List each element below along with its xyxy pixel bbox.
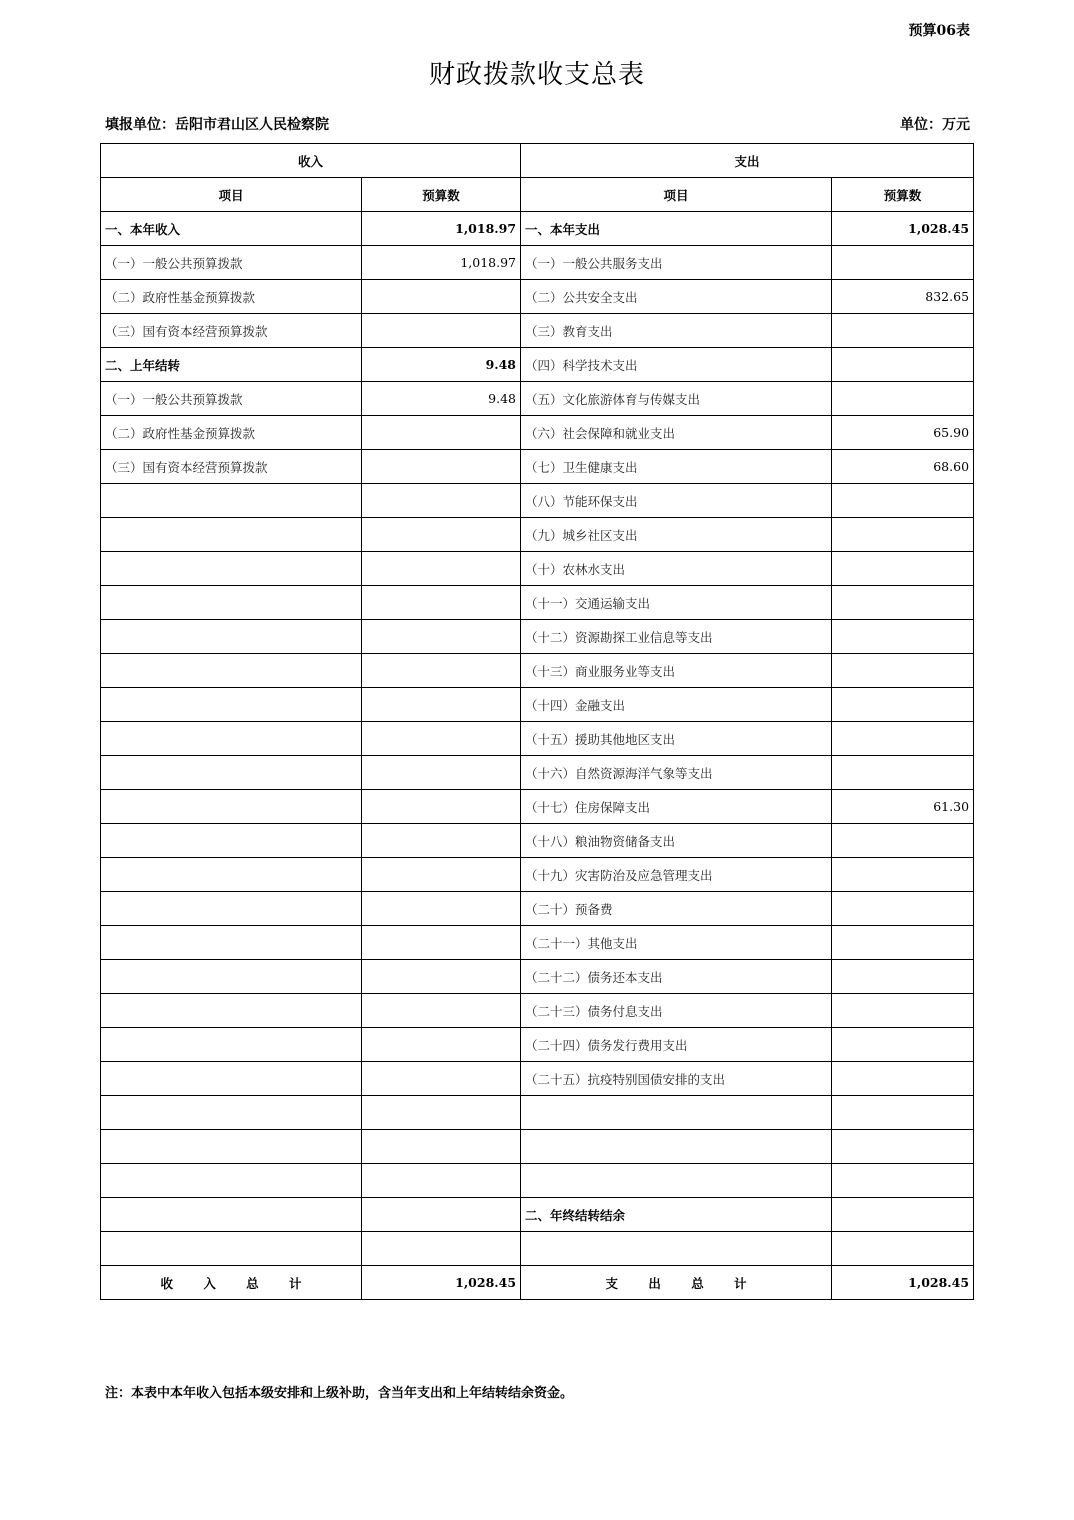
income-amount-cell: 9.48 — [362, 382, 521, 416]
header-row-columns — [101, 178, 974, 212]
table-row — [101, 858, 974, 892]
income-item-cell: （二）政府性基金预算拨款 — [101, 416, 362, 450]
expense-amount-cell — [832, 382, 974, 416]
table-row — [101, 484, 974, 518]
expense-item-cell: （二十五）抗疫特别国债安排的支出 — [521, 1062, 832, 1096]
expense-amount-cell — [832, 246, 974, 280]
table-row — [101, 280, 974, 314]
income-item-cell — [101, 790, 362, 824]
expense-amount-cell — [832, 722, 974, 756]
table-row — [101, 620, 974, 654]
expense-amount-cell: 1,028.45 — [832, 212, 974, 246]
budget-table — [100, 143, 974, 1300]
expense-item-cell: （五）文化旅游体育与传媒支出 — [521, 382, 832, 416]
income-item-cell: （三）国有资本经营预算拨款 — [101, 450, 362, 484]
expense-item-cell: （二十）预备费 — [521, 892, 832, 926]
expense-amount-cell: 68.60 — [832, 450, 974, 484]
expense-amount-cell: 65.90 — [832, 416, 974, 450]
expense-item-cell: （六）社会保障和就业支出 — [521, 416, 832, 450]
table-row — [101, 892, 974, 926]
expense-item-cell: （二十四）债务发行费用支出 — [521, 1028, 832, 1062]
income-amount-cell — [362, 1130, 521, 1164]
income-amount-cell — [362, 552, 521, 586]
expense-amount-cell — [832, 688, 974, 722]
income-item-cell — [101, 654, 362, 688]
table-row — [101, 926, 974, 960]
expense-amount-cell — [832, 926, 974, 960]
header-row-group — [101, 144, 974, 178]
income-amount-cell — [362, 1062, 521, 1096]
expense-item-cell: （十三）商业服务业等支出 — [521, 654, 832, 688]
page-title: 财政拨款收支总表 — [428, 60, 645, 90]
income-amount-cell — [362, 1096, 521, 1130]
table-row — [101, 382, 974, 416]
expense-amount-cell — [832, 1028, 974, 1062]
expense-item-header: 项目 — [521, 178, 832, 212]
expense-item-cell: （九）城乡社区支出 — [521, 518, 832, 552]
income-item-cell — [101, 518, 362, 552]
income-item-cell: （一）一般公共预算拨款 — [101, 382, 362, 416]
table-row — [101, 586, 974, 620]
expense-amount-cell — [832, 756, 974, 790]
income-amount-cell — [362, 892, 521, 926]
expense-amount-cell — [832, 586, 974, 620]
table-row — [101, 1164, 974, 1198]
table-row — [101, 722, 974, 756]
table-row — [101, 1062, 974, 1096]
income-amount-cell — [362, 484, 521, 518]
expense-item-cell: （三）教育支出 — [521, 314, 832, 348]
expense-item-cell: （四）科学技术支出 — [521, 348, 832, 382]
table-row — [101, 314, 974, 348]
reporting-unit: 填报单位：岳阳市君山区人民检察院 — [105, 117, 329, 133]
expense-total-label: 支 出 总 计 — [521, 1266, 832, 1300]
table-row — [101, 212, 974, 246]
income-amount-cell — [362, 688, 521, 722]
income-amount-cell — [362, 824, 521, 858]
income-item-cell — [101, 892, 362, 926]
table-row — [101, 1232, 974, 1266]
expense-item-cell — [521, 1232, 832, 1266]
income-amount-cell — [362, 960, 521, 994]
income-item-cell — [101, 858, 362, 892]
expense-item-cell: （二）公共安全支出 — [521, 280, 832, 314]
expense-amount-cell — [832, 348, 974, 382]
table-row — [101, 1096, 974, 1130]
expense-item-cell: （二十一）其他支出 — [521, 926, 832, 960]
income-item-cell — [101, 960, 362, 994]
income-total-label: 收 入 总 计 — [101, 1266, 362, 1300]
income-item-cell — [101, 1062, 362, 1096]
expense-amount-cell: 61.30 — [832, 790, 974, 824]
expense-amount-header: 预算数 — [832, 178, 974, 212]
income-amount-cell — [362, 1232, 521, 1266]
table-row — [101, 1130, 974, 1164]
expense-item-cell: （一）一般公共服务支出 — [521, 246, 832, 280]
expense-amount-cell — [832, 654, 974, 688]
expense-item-cell: （十五）援助其他地区支出 — [521, 722, 832, 756]
expense-item-cell: 一、本年支出 — [521, 212, 832, 246]
expense-amount-cell — [832, 1096, 974, 1130]
table-row — [101, 1198, 974, 1232]
expense-amount-cell — [832, 1164, 974, 1198]
expense-amount-cell — [832, 552, 974, 586]
expense-amount-cell — [832, 994, 974, 1028]
expense-amount-cell — [832, 1232, 974, 1266]
income-item-cell — [101, 756, 362, 790]
table-row — [101, 824, 974, 858]
table-row — [101, 246, 974, 280]
income-item-cell: （二）政府性基金预算拨款 — [101, 280, 362, 314]
expense-item-cell — [521, 1130, 832, 1164]
table-row — [101, 348, 974, 382]
income-item-cell: （三）国有资本经营预算拨款 — [101, 314, 362, 348]
expense-amount-cell — [832, 858, 974, 892]
income-item-cell — [101, 1028, 362, 1062]
expense-item-cell: （十一）交通运输支出 — [521, 586, 832, 620]
expense-item-cell — [521, 1164, 832, 1198]
income-amount-cell — [362, 450, 521, 484]
income-amount-cell — [362, 620, 521, 654]
expense-item-cell: （十四）金融支出 — [521, 688, 832, 722]
income-item-cell — [101, 1164, 362, 1198]
income-item-cell — [101, 926, 362, 960]
expense-amount-cell — [832, 892, 974, 926]
table-row — [101, 450, 974, 484]
expense-total-value: 1,028.45 — [832, 1266, 974, 1300]
expense-amount-cell — [832, 314, 974, 348]
income-amount-cell — [362, 994, 521, 1028]
footnote: 注：本表中本年收入包括本级安排和上级补助，含当年支出和上年结转结余资金。 — [105, 1386, 574, 1401]
income-item-cell: 二、上年结转 — [101, 348, 362, 382]
expense-amount-cell — [832, 620, 974, 654]
income-item-header: 项目 — [101, 178, 362, 212]
expense-item-cell: （十八）粮油物资储备支出 — [521, 824, 832, 858]
expense-item-cell: （八）节能环保支出 — [521, 484, 832, 518]
income-item-cell — [101, 586, 362, 620]
table-row — [101, 518, 974, 552]
table-row — [101, 552, 974, 586]
income-amount-cell — [362, 654, 521, 688]
income-item-cell — [101, 552, 362, 586]
income-amount-cell — [362, 280, 521, 314]
income-amount-cell — [362, 1164, 521, 1198]
expense-header: 支出 — [521, 144, 974, 178]
table-row — [101, 756, 974, 790]
income-amount-cell — [362, 314, 521, 348]
table-row — [101, 1028, 974, 1062]
income-item-cell — [101, 688, 362, 722]
income-amount-cell — [362, 858, 521, 892]
table-row — [101, 790, 974, 824]
income-total-value: 1,028.45 — [362, 1266, 521, 1300]
expense-item-cell: （十）农林水支出 — [521, 552, 832, 586]
expense-item-cell: （十六）自然资源海洋气象等支出 — [521, 756, 832, 790]
table-row — [101, 654, 974, 688]
income-amount-cell — [362, 518, 521, 552]
table-row — [101, 416, 974, 450]
expense-item-cell: （十九）灾害防治及应急管理支出 — [521, 858, 832, 892]
expense-amount-cell — [832, 824, 974, 858]
income-amount-cell — [362, 790, 521, 824]
income-item-cell: （一）一般公共预算拨款 — [101, 246, 362, 280]
income-amount-cell — [362, 1028, 521, 1062]
expense-item-cell: （七）卫生健康支出 — [521, 450, 832, 484]
expense-item-cell — [521, 1096, 832, 1130]
form-number: 预算06表 — [908, 23, 970, 39]
income-amount-header: 预算数 — [362, 178, 521, 212]
table-row — [101, 688, 974, 722]
totals-row — [101, 1266, 974, 1300]
table-row — [101, 960, 974, 994]
income-item-cell: 一、本年收入 — [101, 212, 362, 246]
expense-amount-cell — [832, 1130, 974, 1164]
expense-item-cell: 二、年终结转结余 — [521, 1198, 832, 1232]
expense-amount-cell — [832, 960, 974, 994]
income-item-cell — [101, 484, 362, 518]
table-row — [101, 994, 974, 1028]
income-item-cell — [101, 994, 362, 1028]
income-item-cell — [101, 1096, 362, 1130]
income-amount-cell — [362, 586, 521, 620]
income-item-cell — [101, 1198, 362, 1232]
expense-item-cell: （二十三）债务付息支出 — [521, 994, 832, 1028]
expense-item-cell: （十二）资源勘探工业信息等支出 — [521, 620, 832, 654]
income-item-cell — [101, 1232, 362, 1266]
income-amount-cell — [362, 926, 521, 960]
income-amount-cell: 1,018.97 — [362, 212, 521, 246]
expense-amount-cell — [832, 518, 974, 552]
income-amount-cell: 1,018.97 — [362, 246, 521, 280]
expense-amount-cell — [832, 484, 974, 518]
income-amount-cell: 9.48 — [362, 348, 521, 382]
expense-item-cell: （二十二）债务还本支出 — [521, 960, 832, 994]
income-amount-cell — [362, 756, 521, 790]
expense-item-cell: （十七）住房保障支出 — [521, 790, 832, 824]
income-item-cell — [101, 1130, 362, 1164]
income-amount-cell — [362, 722, 521, 756]
expense-amount-cell — [832, 1198, 974, 1232]
expense-amount-cell: 832.65 — [832, 280, 974, 314]
income-amount-cell — [362, 416, 521, 450]
expense-amount-cell — [832, 1062, 974, 1096]
income-item-cell — [101, 824, 362, 858]
income-item-cell — [101, 722, 362, 756]
currency-unit: 单位：万元 — [900, 117, 970, 133]
income-amount-cell — [362, 1198, 521, 1232]
income-header: 收入 — [101, 144, 521, 178]
income-item-cell — [101, 620, 362, 654]
